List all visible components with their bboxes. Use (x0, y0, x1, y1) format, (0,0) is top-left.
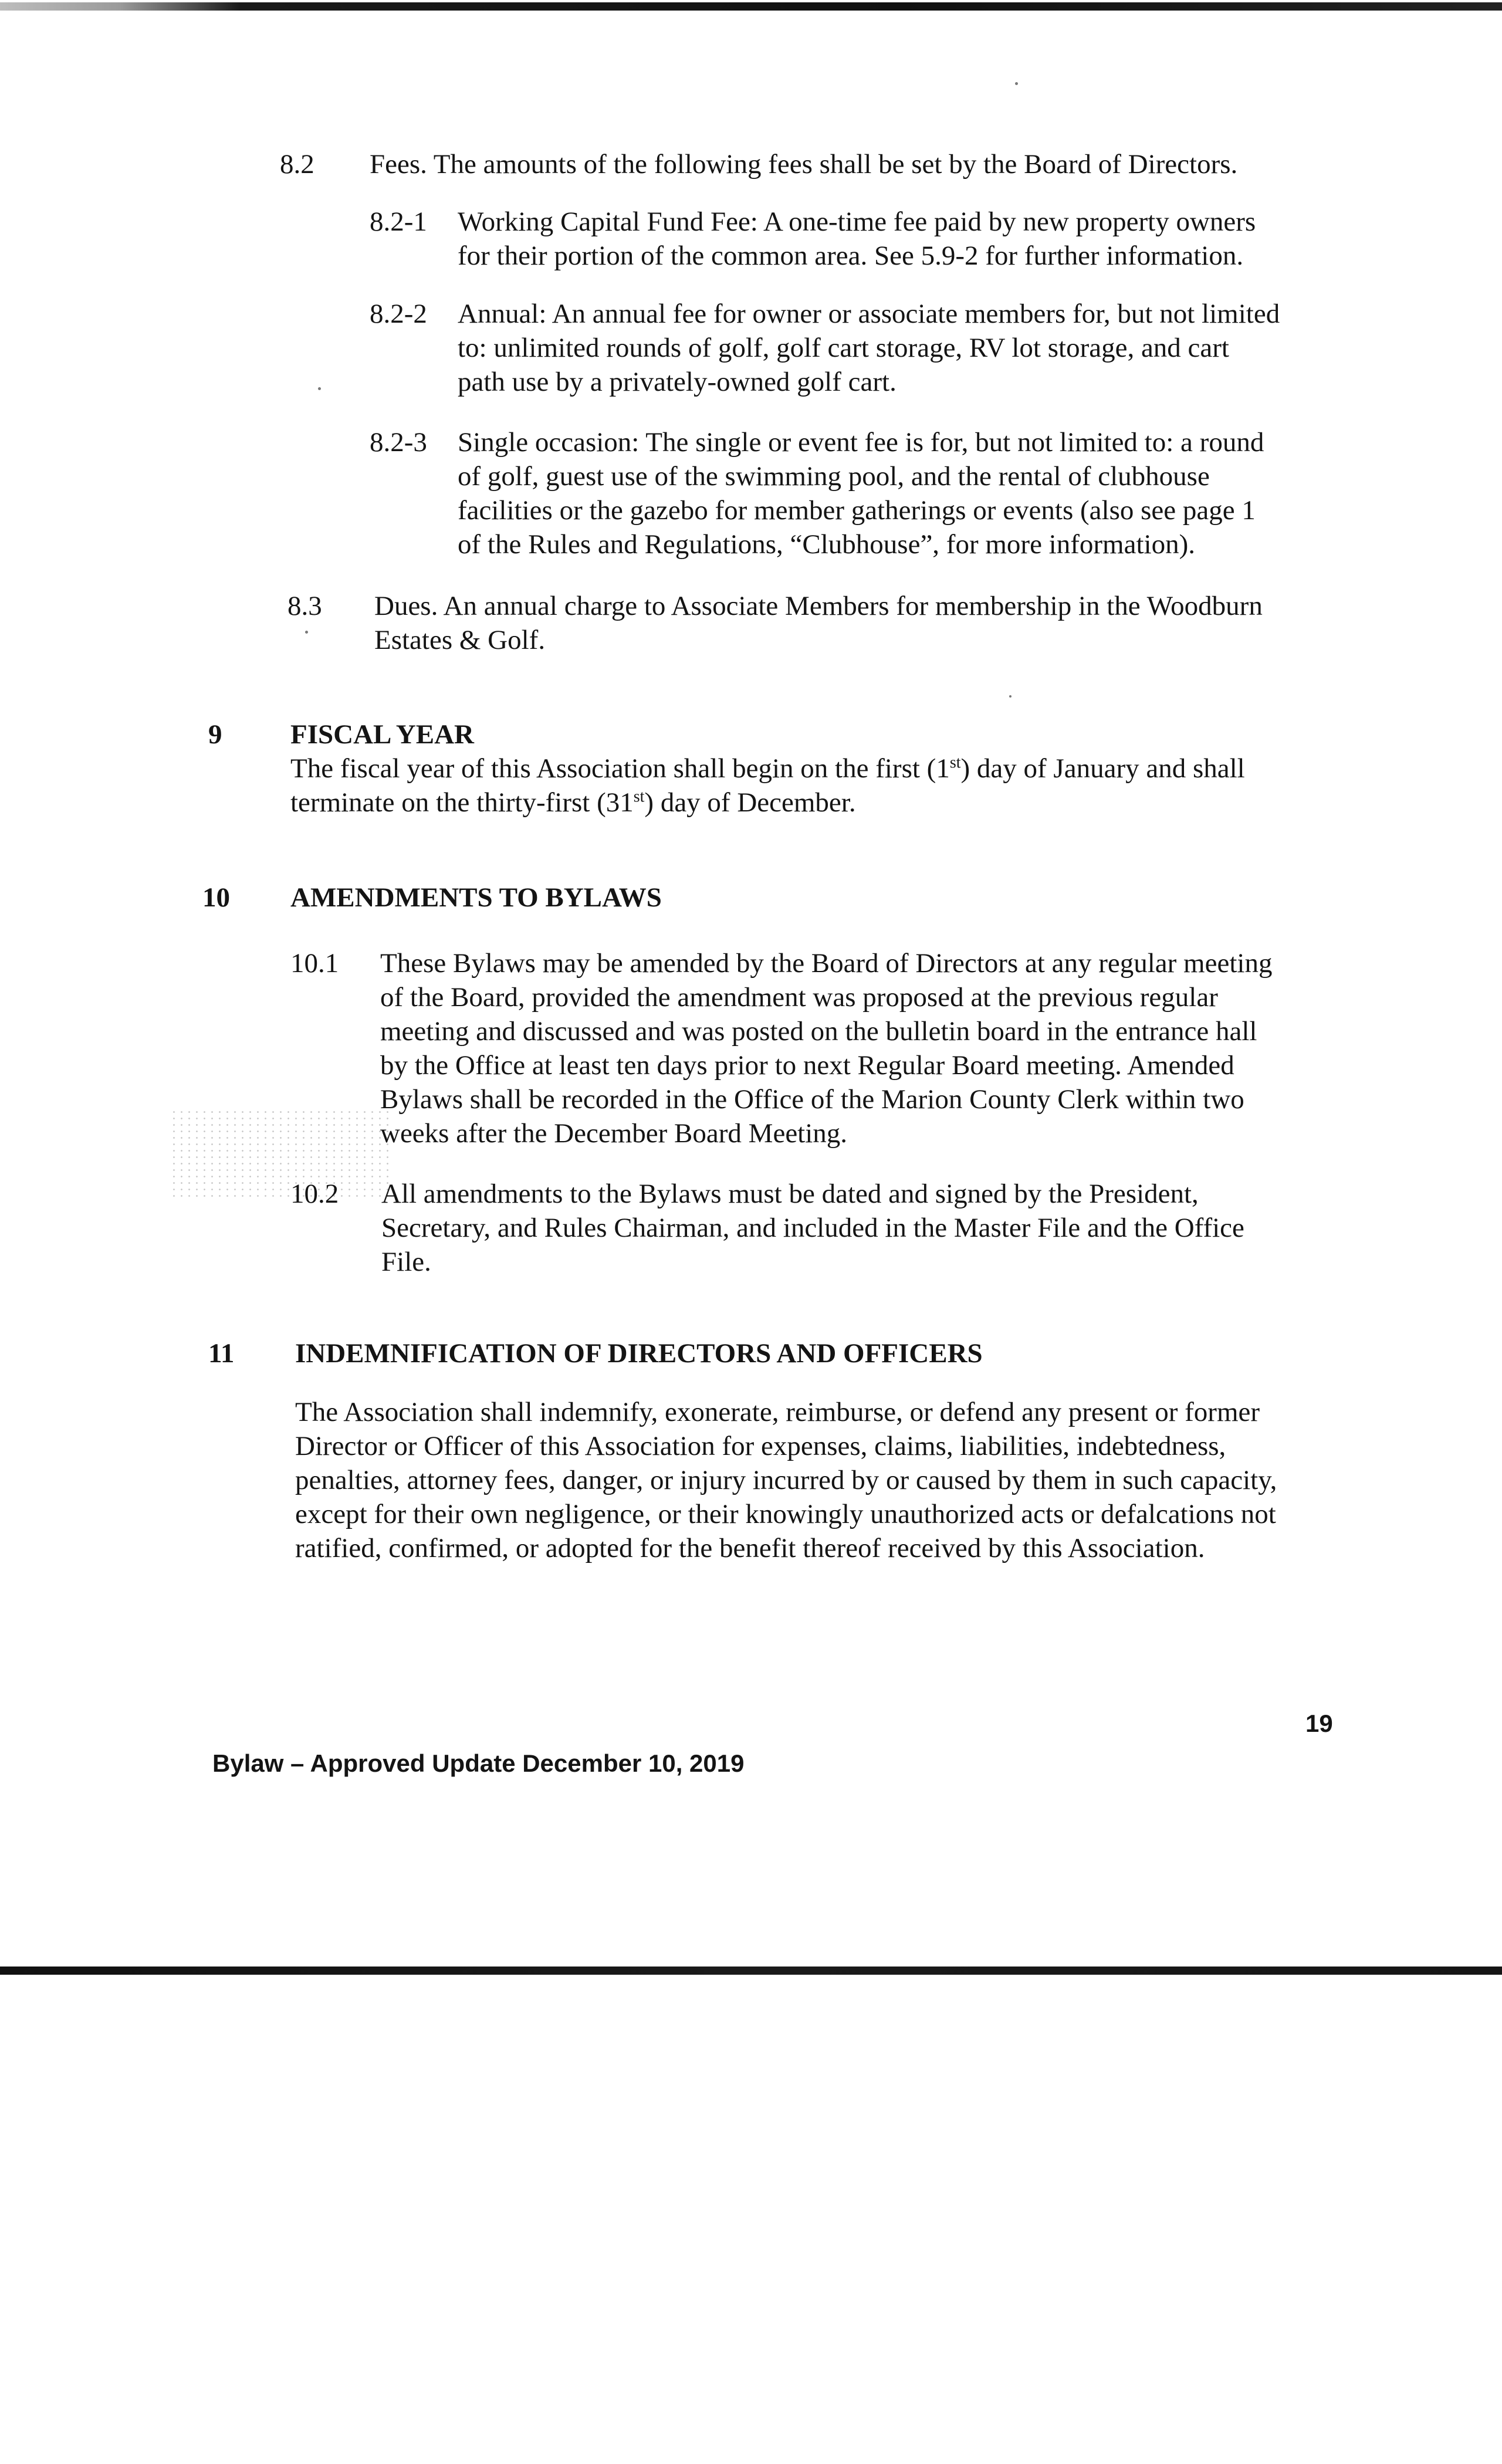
page-number: 19 (1305, 1710, 1333, 1737)
text-run: ) day of December. (644, 787, 856, 818)
item-number: 8.3 (287, 591, 322, 621)
item-text: File. (381, 1247, 431, 1277)
section-title: AMENDMENTS TO BYLAWS (290, 882, 662, 913)
item-text: These Bylaws may be amended by the Board of Directors at any regular meeting (380, 948, 1273, 979)
scan-noise (170, 1109, 393, 1197)
subitem-text: Single occasion: The single or event fee is for, but not limited to: a round (458, 427, 1264, 458)
subitem-number: 8.2-3 (370, 427, 427, 458)
subitem-text: of golf, guest use of the swimming pool, and the rental of clubhouse (458, 461, 1210, 492)
section-title: FISCAL YEAR (290, 719, 474, 750)
item-text: meeting and discussed and was posted on the bulletin board in the entrance hall (380, 1016, 1257, 1047)
section-title: INDEMNIFICATION OF DIRECTORS AND OFFICERS (295, 1338, 983, 1369)
subitem-text: Annual: An annual fee for owner or associate members for, but not limited (458, 299, 1280, 329)
subitem-text: facilities or the gazebo for member gatherings or events (also see page 1 (458, 495, 1256, 526)
item-text: by the Office at least ten days prior to next Regular Board meeting. Amended (380, 1050, 1234, 1081)
section-text: ratified, confirmed, or adopted for the benefit thereof received by this Association. (295, 1533, 1205, 1563)
item-number: 10.1 (290, 948, 339, 979)
item-text: of the Board, provided the amendment was proposed at the previous regular (380, 982, 1218, 1013)
scan-edge-bottom (0, 1967, 1502, 1975)
ordinal-suffix: st (949, 753, 961, 772)
item-number: 8.2 (280, 149, 314, 180)
item-text: weeks after the December Board Meeting. (380, 1118, 848, 1149)
subitem-text: of the Rules and Regulations, “Clubhouse”, for more information). (458, 529, 1195, 560)
subitem-number: 8.2-1 (370, 207, 427, 237)
text-run: terminate on the thirty-first (31 (290, 787, 634, 818)
section-text (290, 785, 856, 820)
text-run: ) day of January and shall (960, 753, 1245, 784)
scan-speck (1009, 695, 1012, 698)
section-text (290, 751, 1245, 786)
scan-speck (1015, 82, 1018, 85)
section-text: Director or Officer of this Association for expenses, claims, liabilities, indebtedness, (295, 1431, 1226, 1461)
text-run: The fiscal year of this Association shall begin on the first (1 (290, 753, 950, 784)
subitem-number: 8.2-2 (370, 299, 427, 329)
item-text: Bylaws shall be recorded in the Office of the Marion County Clerk within two (380, 1084, 1244, 1115)
section-text: penalties, attorney fees, danger, or injury incurred by or caused by them in such capacity, (295, 1465, 1277, 1495)
scan-speck (305, 631, 308, 634)
subitem-text: for their portion of the common area. See 5.9-2 for further information. (458, 241, 1244, 271)
item-text: Dues. An annual charge to Associate Members for membership in the Woodburn (374, 591, 1263, 621)
section-number: 10 (202, 882, 230, 913)
ordinal-suffix: st (633, 787, 645, 806)
scan-edge-top (0, 2, 1502, 11)
subitem-text: path use by a privately-owned golf cart. (458, 367, 897, 397)
item-number: 10.2 (290, 1179, 339, 1209)
section-number: 11 (208, 1338, 235, 1369)
item-text: Fees. The amounts of the following fees shall be set by the Board of Directors. (370, 149, 1238, 180)
section-text: The Association shall indemnify, exonerate, reimburse, or defend any present or former (295, 1397, 1260, 1427)
section-number: 9 (208, 719, 222, 750)
item-text: All amendments to the Bylaws must be dated and signed by the President, (381, 1179, 1199, 1209)
section-text: except for their own negligence, or their knowingly unauthorized acts or defalcations not (295, 1499, 1276, 1529)
item-text: Estates & Golf. (374, 625, 546, 655)
footer-caption: Bylaw – Approved Update December 10, 2019 (212, 1749, 745, 1777)
scan-speck (318, 387, 321, 390)
subitem-text: Working Capital Fund Fee: A one-time fee paid by new property owners (458, 207, 1256, 237)
item-text: Secretary, and Rules Chairman, and included in the Master File and the Office (381, 1213, 1244, 1243)
subitem-text: to: unlimited rounds of golf, golf cart storage, RV lot storage, and cart (458, 333, 1229, 363)
